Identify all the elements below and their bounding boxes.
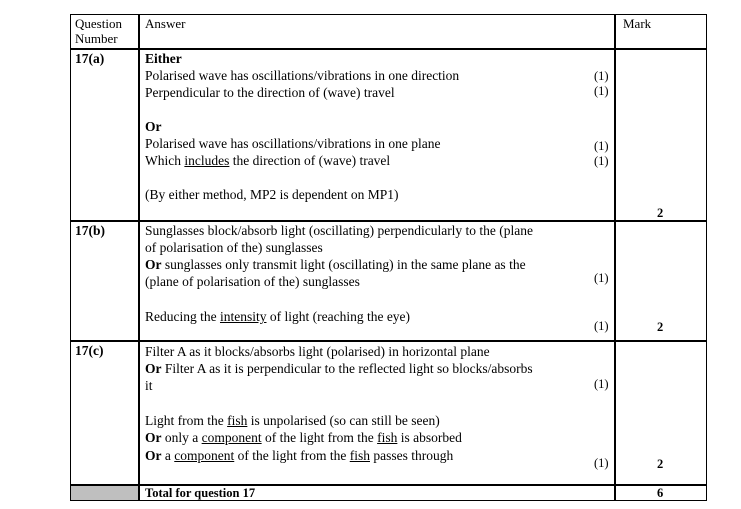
- question-number-17a: 17(a): [75, 51, 105, 66]
- underlined-fish: fish: [227, 413, 248, 428]
- 17b-answer-line1: Sunglasses block/absorb light (oscillating) perpendicularly to the (plane: [145, 223, 534, 238]
- underlined-component: component: [201, 430, 262, 445]
- question-number-17c: 17(c): [75, 343, 104, 358]
- table-border-top: [70, 14, 707, 15]
- 17b-answer-line4: (plane of polarisation of the) sunglasses: [145, 274, 360, 289]
- 17a-total-mark: 2: [657, 206, 664, 220]
- 17a-note: (By either method, MP2 is dependent on MP1): [145, 187, 399, 202]
- header-divider: [70, 48, 707, 50]
- table-border-bottom: [70, 500, 707, 501]
- underlined-fish: fish: [377, 430, 398, 445]
- column-divider-number: [138, 14, 140, 501]
- 17a-either-heading: Either: [145, 51, 182, 66]
- underlined-includes: includes: [184, 153, 230, 168]
- column-divider-answer: [614, 14, 616, 501]
- 17c-total-mark: 2: [657, 457, 664, 471]
- 17c-mark-2: (1): [594, 456, 609, 470]
- 17c-answer-line6: Or a component of the light from the fish passes through: [145, 448, 454, 463]
- underlined-intensity: intensity: [219, 309, 267, 324]
- header-question-number-line2: Number: [75, 31, 118, 46]
- 17c-answer-line2: Or Filter A as it is perpendicular to the reflected light so blocks/absorbs: [145, 361, 533, 376]
- 17b-answer-line3: Or sunglasses only transmit light (oscillating) in the same plane as the: [145, 257, 526, 272]
- 17a-mark-1: (1): [594, 69, 609, 83]
- 17a-answer-line4: Which includes the direction of (wave) travel: [145, 153, 391, 168]
- 17a-answer-line1: Polarised wave has oscillations/vibrations in one direction: [145, 68, 460, 83]
- header-question-number-line1: Question: [75, 16, 122, 31]
- row-divider-17a: [70, 220, 707, 222]
- total-row-shaded-cell: [71, 486, 138, 500]
- row-divider-17b: [70, 340, 707, 342]
- header-mark: Mark: [623, 16, 652, 31]
- 17c-answer-line1: Filter A as it blocks/absorbs light (polarised) in horizontal plane: [145, 344, 490, 359]
- 17b-answer-line2: of polarisation of the) sunglasses: [145, 240, 323, 255]
- 17b-total-mark: 2: [657, 320, 664, 334]
- 17c-answer-line5: Or only a component of the light from the fish is absorbed: [145, 430, 462, 445]
- table-border-right: [706, 14, 707, 501]
- 17c-answer-line3: it: [145, 378, 153, 393]
- table-border-left: [70, 14, 71, 501]
- 17a-mark-2: (1): [594, 84, 609, 98]
- total-label: Total for question 17: [145, 486, 256, 500]
- 17c-mark-1: (1): [594, 377, 609, 391]
- header-answer: Answer: [145, 16, 186, 31]
- 17a-mark-3: (1): [594, 139, 609, 153]
- 17a-or-heading: Or: [145, 119, 162, 134]
- 17b-mark-2: (1): [594, 319, 609, 333]
- grand-total-mark: 6: [657, 486, 664, 500]
- 17b-mark-1: (1): [594, 271, 609, 285]
- 17b-answer-line5: Reducing the intensity of light (reaching the eye): [145, 309, 411, 324]
- question-number-17b: 17(b): [75, 223, 105, 238]
- 17c-answer-line4: Light from the fish is unpolarised (so can still be seen): [145, 413, 440, 428]
- underlined-fish: fish: [349, 448, 370, 463]
- 17a-answer-line3: Polarised wave has oscillations/vibrations in one plane: [145, 136, 441, 151]
- 17a-mark-4: (1): [594, 154, 609, 168]
- underlined-component: component: [174, 448, 235, 463]
- 17a-answer-line2: Perpendicular to the direction of (wave) travel: [145, 85, 395, 100]
